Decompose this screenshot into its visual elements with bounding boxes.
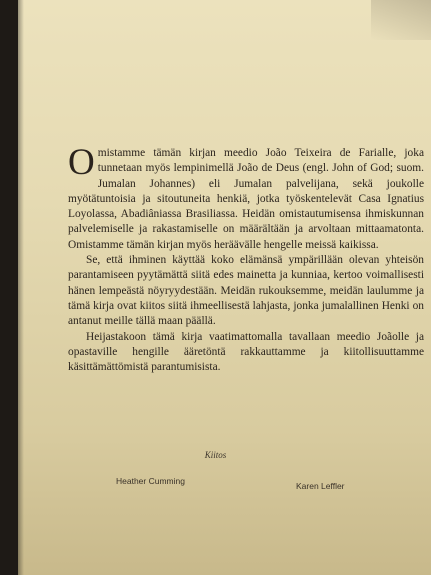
signature-heather-cumming: Heather Cumming [116,476,185,486]
paragraph-1-text: mistamme tämän kirjan meedio João Teixeira de Farialle, joka tunnetaan myös lempinimellä João de Deus (engl. John of God; suom. Jumalan Johannes) eli Jumalan palvelijana, sekä joukolle myötätuntoisia ja sitoutuneita henkiä, jotka työskentelevät Casa Ignatius Loyolassa, Abadiâniassa Brasiliassa. Heidän omistautumisensa ihmiskunnan palvelemiselle ja rakastamiselle on määrältään ja arvoltaan mittaamatonta. Omistamme tämän kirjan myös heräävälle hengelle meissä kaikissa. [68,147,424,251]
page-edge-shadow [18,0,24,575]
book-page [18,0,431,575]
page-corner-shadow [371,0,431,40]
signature-karen-leffler: Karen Leffler [296,481,345,491]
dedication-paragraph-1 [68,142,424,253]
dedication-paragraph-3: Heijastakoon tämä kirja vaatimattomalla tavallaan meedio Joãolle ja opastaville hengille ääretöntä rakkauttamme ja kiitollisuuttamme käsittämättömistä parantumisista. [68,330,424,374]
dedication-text [68,142,424,375]
dedication-paragraph-2: Se, että ihminen käyttää koko elämänsä ympärillään olevan yhteisön parantamiseen pyytämättä siitä edes mainetta ja kunniaa, kertoo voimallisesti hänen lempeästä nöyryydestään. Meidän rukouksemme, meidän laulumme ja tämä kirja ovat kiitos siitä ihmeellisestä lahjasta, jonka jumalallinen Henki on antanut meille tällä maan päällä. [68,254,424,328]
drop-cap: O [68,142,95,183]
thanks-line: Kiitos [204,450,227,460]
